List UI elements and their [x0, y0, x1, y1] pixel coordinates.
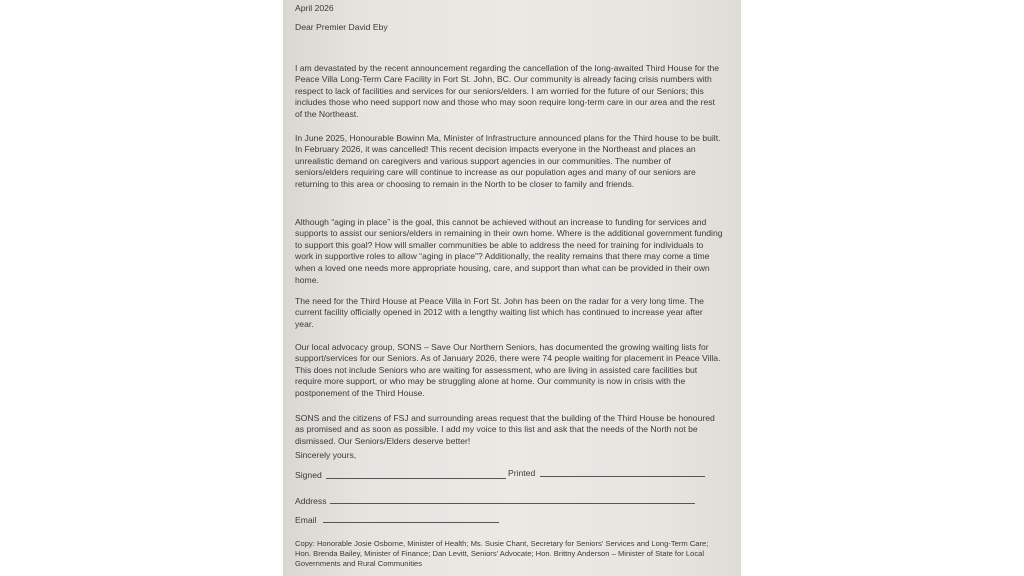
paragraph-1: I am devastated by the recent announcement regarding the cancellation of the long-awaited Third House for the Peace Villa Long-Term Care Facility in Fort St. John, BC. Our community is already facing crisis numbers with respect to lack of facilities and services for our seniors/elders. I am worried for the future of our Seniors; this includes those who need support now and those who may soon require long-term care in our area and the rest of the Northeast.	[295, 62, 720, 119]
printed-line[interactable]	[540, 476, 705, 477]
salutation: Dear Premier David Eby	[295, 22, 388, 32]
signed-label: Signed	[295, 470, 322, 480]
email-label: Email	[295, 515, 317, 525]
paragraph-2: In June 2025, Honourable Bowinn Ma, Minister of Infrastructure announced plans for the Third house to be built. In February 2026, it was cancelled! This recent decision impacts everyone in the Northeast and places an unrealistic demand on caregivers and various support agencies in our communities. The number of seniors/elders requiring care will continue to increase as our population ages and many of our seniors are returning to this area or choosing to remain in the North to be closer to family and friends.	[295, 132, 721, 189]
email-line[interactable]	[323, 522, 499, 523]
copy-list: Copy: Honorable Josie Osborne, Minister of Health; Ms. Susie Chant, Secretary for Seniors' Services and Long-Term Care; Hon. Brenda Bailey, Minister of Finance; Dan Levitt, Seniors' Advocate; Hon. Brittny Anderson – Minister of State for Local Governments and Rural Communities	[295, 538, 709, 568]
letter-page	[283, 0, 741, 576]
paragraph-3: Although “aging in place” is the goal, this cannot be achieved without an increase to funding for services and supports to assist our seniors/elders in remaining in their own home. Where is the additional government funding to support this goal? How will smaller communities be able to address the need for training for individuals to work in supportive roles to allow “aging in place”? Additionally, the reality remains that there may come a time when a loved one needs more appropriate housing, care, and support than what can be provided in their own home.	[295, 216, 723, 285]
paragraph-5: Our local advocacy group, SONS – Save Our Northern Seniors, has documented the growing waiting lists for support/services for our Seniors. As of January 2026, there were 74 people waiting for placement in Peace Villa. This does not include Seniors who are waiting for assessment, who are living in assisted care facilities but require more support, or who may be struggling alone at home. Our community is now in crisis with the postponement of the Third House.	[295, 341, 721, 398]
paragraph-4: The need for the Third House at Peace Villa in Fort St. John has been on the radar for a very long time. The current facility officially opened in 2012 with a lengthy waiting list which has continued to increase year after year.	[295, 295, 704, 329]
signed-line[interactable]	[326, 478, 506, 479]
printed-label: Printed	[508, 468, 536, 478]
address-line[interactable]	[330, 503, 695, 504]
letter-date: April 2026	[295, 3, 334, 13]
closing: Sincerely yours,	[295, 450, 357, 460]
paragraph-6: SONS and the citizens of FSJ and surrounding areas request that the building of the Third House be honoured as promised and as soon as possible. I add my voice to this list and ask that the needs of the North not be dismissed. Our Seniors/Elders deserve better!	[295, 412, 715, 446]
address-label: Address	[295, 496, 327, 506]
